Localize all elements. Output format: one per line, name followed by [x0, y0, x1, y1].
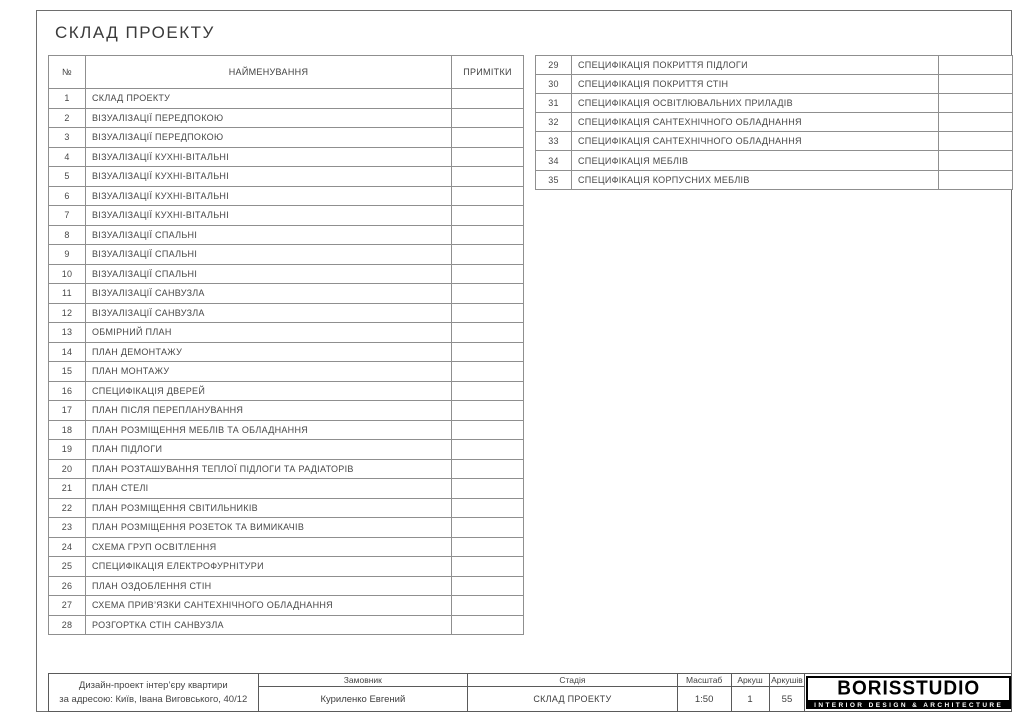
table-row: [49, 381, 524, 401]
table-row: [49, 596, 524, 616]
row-sheet-name: СПЕЦИФІКАЦІЯ ОСВІТЛЮВАЛЬНИХ ПРИЛАДІВ: [572, 94, 939, 113]
row-sheet-name: ПЛАН МОНТАЖУ: [86, 362, 452, 382]
table-row: [49, 147, 524, 167]
row-notes: [452, 147, 524, 167]
logo-tagline: INTERIOR DESIGN & ARCHITECTURE: [808, 700, 1009, 707]
table-row: [536, 75, 1013, 94]
row-notes: [939, 75, 1013, 94]
row-number: 12: [49, 303, 86, 323]
row-number: 16: [49, 381, 86, 401]
row-notes: [939, 113, 1013, 132]
table-row: [49, 498, 524, 518]
row-number: 23: [49, 518, 86, 538]
row-sheet-name: ПЛАН РОЗМІЩЕННЯ РОЗЕТОК ТА ВИМИКАЧІВ: [86, 518, 452, 538]
row-notes: [452, 459, 524, 479]
row-notes: [452, 264, 524, 284]
row-number: 24: [49, 537, 86, 557]
studio-logo: [805, 674, 1011, 711]
row-number: 2: [49, 108, 86, 128]
row-notes: [452, 498, 524, 518]
contents-table-left: [48, 55, 524, 635]
row-number: 30: [536, 75, 572, 94]
sheet-count-value: 55: [781, 693, 793, 705]
sheet-count-label: Аркушів: [771, 675, 803, 685]
row-notes: [452, 225, 524, 245]
row-number: 14: [49, 342, 86, 362]
row-number: 26: [49, 576, 86, 596]
stage-cell: [468, 674, 678, 711]
row-notes: [452, 615, 524, 635]
row-sheet-name: СПЕЦИФІКАЦІЯ ДВЕРЕЙ: [86, 381, 452, 401]
row-sheet-name: ПЛАН СТЕЛІ: [86, 479, 452, 499]
row-number: 4: [49, 147, 86, 167]
table-row: [49, 420, 524, 440]
row-number: 18: [49, 420, 86, 440]
row-sheet-name: ВІЗУАЛІЗАЦІЇ САНВУЗЛА: [86, 284, 452, 304]
row-notes: [452, 89, 524, 109]
row-notes: [939, 132, 1013, 151]
stage-label: Стадія: [468, 674, 677, 687]
row-number: 32: [536, 113, 572, 132]
row-sheet-name: СПЕЦИФІКАЦІЯ САНТЕХНІЧНОГО ОБЛАДНАННЯ: [572, 132, 939, 151]
row-sheet-name: СКЛАД ПРОЕКТУ: [86, 89, 452, 109]
row-sheet-name: СПЕЦИФІКАЦІЯ ЕЛЕКТРОФУРНІТУРИ: [86, 557, 452, 577]
row-number: 7: [49, 206, 86, 226]
row-sheet-name: ВІЗУАЛІЗАЦІЇ КУХНІ-ВІТАЛЬНІ: [86, 186, 452, 206]
row-number: 20: [49, 459, 86, 479]
row-sheet-name: ВІЗУАЛІЗАЦІЇ ПЕРЕДПОКОЮ: [86, 108, 452, 128]
table-row: [49, 128, 524, 148]
sheet-number-label: Аркуш: [732, 674, 769, 687]
row-number: 31: [536, 94, 572, 113]
row-notes: [452, 401, 524, 421]
table-row: [49, 225, 524, 245]
row-sheet-name: ВІЗУАЛІЗАЦІЇ КУХНІ-ВІТАЛЬНІ: [86, 167, 452, 187]
row-notes: [452, 479, 524, 499]
table-row: [536, 170, 1013, 189]
row-number: 21: [49, 479, 86, 499]
table-row: [49, 537, 524, 557]
row-number: 33: [536, 132, 572, 151]
table-row: [49, 557, 524, 577]
table-row: [49, 401, 524, 421]
row-notes: [452, 303, 524, 323]
scale-label: Масштаб: [678, 674, 731, 687]
table-row: [49, 323, 524, 343]
row-number: 27: [49, 596, 86, 616]
row-sheet-name: ВІЗУАЛІЗАЦІЇ СПАЛЬНІ: [86, 245, 452, 265]
column-header-notes: ПРИМІТКИ: [452, 56, 524, 89]
row-sheet-name: СХЕМА ГРУП ОСВІТЛЕННЯ: [86, 537, 452, 557]
row-sheet-name: СХЕМА ПРИВ’ЯЗКИ САНТЕХНІЧНОГО ОБЛАДНАННЯ: [86, 596, 452, 616]
row-sheet-name: ПЛАН РОЗМІЩЕННЯ СВІТИЛЬНИКІВ: [86, 498, 452, 518]
row-notes: [452, 284, 524, 304]
table-row: [49, 186, 524, 206]
client-value: Куриленко Евгений: [320, 693, 406, 705]
row-sheet-name: ВІЗУАЛІЗАЦІЇ САНВУЗЛА: [86, 303, 452, 323]
page-title: СКЛАД ПРОЕКТУ: [55, 23, 215, 42]
row-number: 9: [49, 245, 86, 265]
row-number: 1: [49, 89, 86, 109]
row-notes: [452, 186, 524, 206]
row-notes: [452, 537, 524, 557]
table-row: [49, 342, 524, 362]
row-sheet-name: СПЕЦИФІКАЦІЯ МЕБЛІВ: [572, 151, 939, 170]
sheet-number-cell: [732, 674, 770, 711]
client-cell: [259, 674, 469, 711]
row-number: 15: [49, 362, 86, 382]
project-description-line2: за адресою: Київ, Івана Виговського, 40/12: [59, 693, 248, 705]
logo-box: [806, 676, 1011, 709]
table-row: [536, 56, 1013, 75]
row-notes: [452, 518, 524, 538]
row-number: 17: [49, 401, 86, 421]
row-notes: [452, 557, 524, 577]
row-notes: [452, 108, 524, 128]
row-sheet-name: ПЛАН ПІДЛОГИ: [86, 440, 452, 460]
client-label: Замовник: [259, 674, 468, 687]
table-row: [536, 94, 1013, 113]
row-number: 13: [49, 323, 86, 343]
row-sheet-name: ОБМІРНИЙ ПЛАН: [86, 323, 452, 343]
row-sheet-name: ПЛАН ПІСЛЯ ПЕРЕПЛАНУВАННЯ: [86, 401, 452, 421]
row-notes: [939, 170, 1013, 189]
table-row: [49, 615, 524, 635]
row-number: 35: [536, 170, 572, 189]
row-number: 6: [49, 186, 86, 206]
row-notes: [452, 323, 524, 343]
row-sheet-name: ПЛАН РОЗМІЩЕННЯ МЕБЛІВ ТА ОБЛАДНАННЯ: [86, 420, 452, 440]
table-row: [49, 440, 524, 460]
row-notes: [452, 245, 524, 265]
sheet-count-cell: [770, 674, 806, 711]
row-notes: [452, 128, 524, 148]
row-sheet-name: ПЛАН РОЗТАШУВАННЯ ТЕПЛОЇ ПІДЛОГИ ТА РАДІАТОРІВ: [86, 459, 452, 479]
row-sheet-name: СПЕЦИФІКАЦІЯ ПОКРИТТЯ СТІН: [572, 75, 939, 94]
row-notes: [452, 596, 524, 616]
row-notes: [452, 206, 524, 226]
table-row: [49, 264, 524, 284]
row-number: 34: [536, 151, 572, 170]
table-row: [49, 245, 524, 265]
contents-table-right: [535, 55, 1013, 190]
row-notes: [452, 576, 524, 596]
row-number: 28: [49, 615, 86, 635]
row-sheet-name: ВІЗУАЛІЗАЦІЇ ПЕРЕДПОКОЮ: [86, 128, 452, 148]
row-sheet-name: РОЗГОРТКА СТІН САНВУЗЛА: [86, 615, 452, 635]
row-sheet-name: СПЕЦИФІКАЦІЯ САНТЕХНІЧНОГО ОБЛАДНАННЯ: [572, 113, 939, 132]
table-row: [49, 362, 524, 382]
table-row: [49, 518, 524, 538]
row-notes: [452, 420, 524, 440]
row-notes: [452, 381, 524, 401]
row-number: 3: [49, 128, 86, 148]
row-sheet-name: ПЛАН ОЗДОБЛЕННЯ СТІН: [86, 576, 452, 596]
row-sheet-name: ВІЗУАЛІЗАЦІЇ КУХНІ-ВІТАЛЬНІ: [86, 206, 452, 226]
row-number: 10: [49, 264, 86, 284]
table-row: [49, 479, 524, 499]
row-sheet-name: СПЕЦИФІКАЦІЯ КОРПУСНИХ МЕБЛІВ: [572, 170, 939, 189]
row-sheet-name: ВІЗУАЛІЗАЦІЇ СПАЛЬНІ: [86, 264, 452, 284]
row-number: 25: [49, 557, 86, 577]
table-row: [49, 284, 524, 304]
title-block: [48, 673, 1012, 712]
row-number: 19: [49, 440, 86, 460]
row-notes: [939, 56, 1013, 75]
project-description-line1: Дизайн-проект інтер’єру квартири: [78, 680, 228, 692]
row-sheet-name: ВІЗУАЛІЗАЦІЇ КУХНІ-ВІТАЛЬНІ: [86, 147, 452, 167]
scale-cell: [678, 674, 732, 711]
scale-value: 1:50: [694, 693, 714, 705]
row-notes: [939, 94, 1013, 113]
row-notes: [452, 440, 524, 460]
table-row: [536, 132, 1013, 151]
logo-wordmark: BORISSTUDIO: [837, 677, 981, 700]
table-header-row: [49, 56, 524, 89]
row-sheet-name: ПЛАН ДЕМОНТАЖУ: [86, 342, 452, 362]
table-row: [536, 151, 1013, 170]
table-row: [49, 167, 524, 187]
column-header-number: №: [49, 56, 86, 89]
row-notes: [452, 362, 524, 382]
table-row: [49, 576, 524, 596]
column-header-name: НАЙМЕНУВАННЯ: [86, 56, 452, 89]
row-notes: [939, 151, 1013, 170]
table-row: [49, 459, 524, 479]
sheet-number-value: 1: [747, 693, 753, 705]
row-sheet-name: СПЕЦИФІКАЦІЯ ПОКРИТТЯ ПІДЛОГИ: [572, 56, 939, 75]
row-notes: [452, 167, 524, 187]
row-number: 5: [49, 167, 86, 187]
row-sheet-name: ВІЗУАЛІЗАЦІЇ СПАЛЬНІ: [86, 225, 452, 245]
stage-value: СКЛАД ПРОЕКТУ: [533, 694, 612, 704]
row-number: 22: [49, 498, 86, 518]
table-row: [49, 89, 524, 109]
row-number: 29: [536, 56, 572, 75]
row-number: 11: [49, 284, 86, 304]
row-number: 8: [49, 225, 86, 245]
table-row: [49, 108, 524, 128]
row-notes: [452, 342, 524, 362]
table-row: [49, 303, 524, 323]
table-row: [536, 113, 1013, 132]
table-row: [49, 206, 524, 226]
project-description: [49, 674, 259, 711]
